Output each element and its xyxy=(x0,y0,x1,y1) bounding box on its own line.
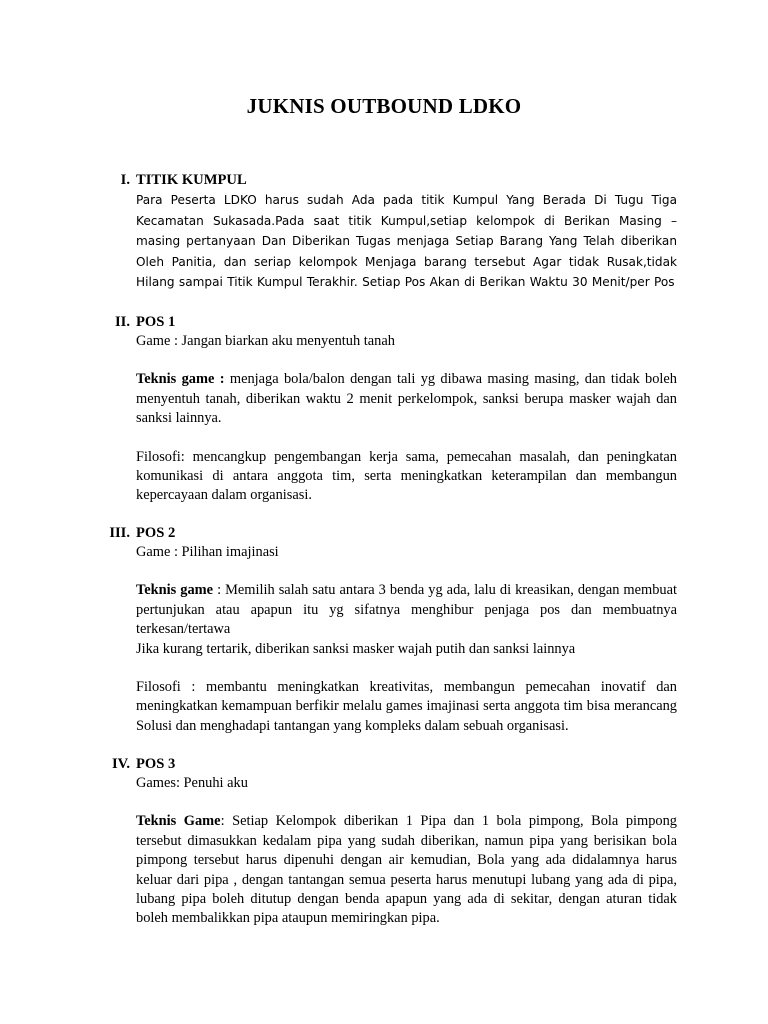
section-heading: TITIK KUMPUL xyxy=(136,172,247,188)
teknis-label: Teknis game : xyxy=(136,371,225,388)
section-heading: POS 3 xyxy=(136,756,176,772)
section-content xyxy=(136,755,677,929)
teknis-paragraph xyxy=(136,370,677,428)
section-numeral: IV. xyxy=(112,756,130,772)
section-numeral: III. xyxy=(109,525,130,541)
section-content xyxy=(136,171,677,293)
teknis-paragraph xyxy=(136,581,677,639)
filosofi-paragraph: Filosofi : membantu meningkatkan kreativitas, membangun pemecahan inovatif dan meningkatkan kemampuan berfikir melalu games imajinasi serta anggota tim bisa merancang Solusi dan menghadapi tantangan yang kompleks dalam sebuah organisasi. xyxy=(136,679,677,734)
teknis-label: Teknis game xyxy=(136,582,214,599)
teknis-paragraph xyxy=(136,812,677,928)
game-name: Game : Jangan biarkan aku menyentuh tanah xyxy=(136,333,395,349)
teknis-text: : Setiap Kelompok diberikan 1 Pipa dan 1 bola pimpong, Bola pimpong tersebut dimasukkan kedalam pipa yang sudah diberikan, namun pipa yang berisikan bola pimpong tersebut harus dipenuhi dengan air kemudian, Bola yang ada didalamnya harus keluar dari pipa , dengan tantangan semua peserta harus menutupi lubang yang ada di pipa, lubang pipa boleh ditutup dengan benda apapun yang ada di sekitar, dengan aturan tidak boleh membalikkan pipa ataupun memiringkan pipa. xyxy=(136,813,677,927)
teknis-label: Teknis Game xyxy=(136,813,221,830)
section-numeral: I. xyxy=(120,172,130,188)
sanksi-line: Jika kurang tertarik, diberikan sanksi masker wajah putih dan sanksi lainnya xyxy=(136,640,576,657)
section-content xyxy=(136,524,677,736)
section-numeral: II. xyxy=(114,314,130,330)
section-body: Para Peserta LDKO harus sudah Ada pada titik Kumpul Yang Berada Di Tugu Tiga Kecamatan Sukasada.Pada saat titik Kumpul,setiap kelompok di Berikan Masing – masing pertanyaan Dan Diberikan Tugas menjaga Setiap Barang Yang Telah diberikan Oleh Panitia, dan seriap kelompok Menjaga barang tersebut Agar tidak Rusak,tidak Hilang sampai Titik Kumpul Terakhir. Setiap Pos Akan di Berikan Waktu 30 Menit/per Pos xyxy=(136,193,677,290)
game-name: Games: Penuhi aku xyxy=(136,775,248,791)
filosofi-paragraph: Filosofi: mencangkup pengembangan kerja sama, pemecahan masalah, dan peningkatan komunikasi di antara anggota tim, serta meningkatkan keterampilan dan membangun kepercayaan dalam organisasi. xyxy=(136,448,677,504)
section-content xyxy=(136,313,677,506)
section-heading: POS 2 xyxy=(136,525,176,541)
game-name: Game : Pilihan imajinasi xyxy=(136,544,279,560)
teknis-text: menjaga bola/balon dengan tali yg dibawa masing masing, dan tidak boleh menyentuh tanah, diberikan waktu 2 menit perkelompok, sanksi berupa masker wajah dan sanksi lainnya. xyxy=(136,371,677,427)
teknis-text: : Memilih salah satu antara 3 benda yg ada, lalu di kreasikan, dengan membuat pertunjukan atau apapun itu yg sifatnya menghibur penjaga pos dan membuatnya terkesan/tertawa xyxy=(136,582,677,638)
section-heading: POS 1 xyxy=(136,314,176,330)
document-title: JUKNIS OUTBOUND LDKO xyxy=(246,94,522,118)
